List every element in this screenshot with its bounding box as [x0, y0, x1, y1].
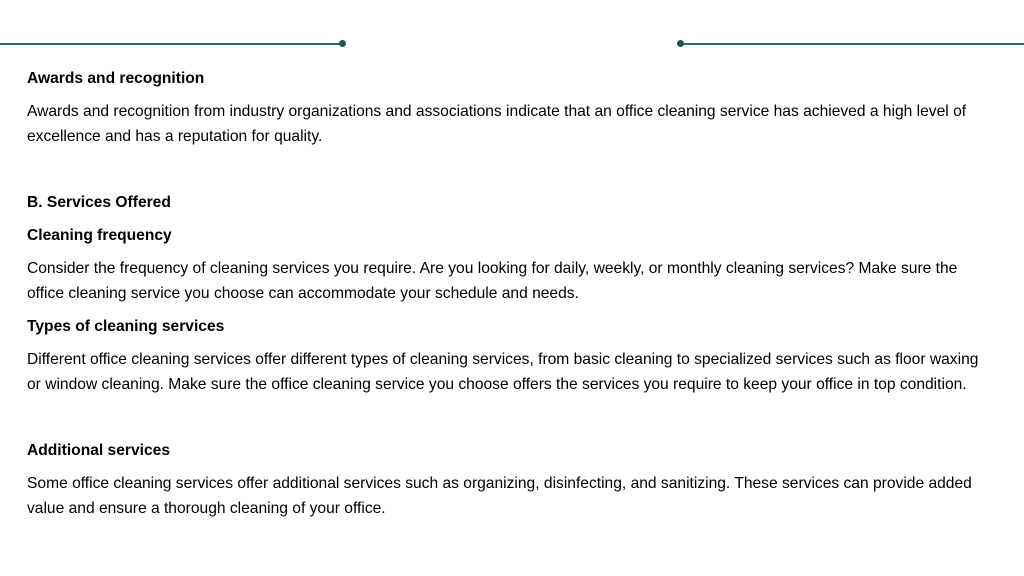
services-offered-heading: B. Services Offered	[27, 194, 171, 211]
spacer	[27, 405, 987, 438]
decorative-rule-right	[680, 43, 1024, 45]
awards-heading: Awards and recognition	[27, 70, 205, 87]
document-body	[27, 66, 987, 529]
decorative-dot-right	[677, 40, 684, 47]
decorative-rule-left	[0, 43, 343, 45]
decorative-dot-left	[339, 40, 346, 47]
cleaning-frequency-paragraph: Consider the frequency of cleaning services you require. Are you looking for daily, weekly, or monthly cleaning services? Make sure the office cleaning service you choose can accommodate your schedule and needs.	[27, 260, 958, 302]
additional-services-heading: Additional services	[27, 442, 170, 459]
types-of-cleaning-paragraph: Different office cleaning services offer different types of cleaning services, from basic cleaning to specialized services such as floor waxing or window cleaning. Make sure the office cleaning service you choose offers the services you require to keep your office in top condition.	[27, 351, 979, 393]
types-of-cleaning-heading: Types of cleaning services	[27, 318, 225, 335]
spacer	[27, 157, 987, 190]
cleaning-frequency-heading: Cleaning frequency	[27, 227, 172, 244]
additional-services-paragraph: Some office cleaning services offer additional services such as organizing, disinfecting, and sanitizing. These services can provide added value and ensure a thorough cleaning of your office.	[27, 475, 972, 517]
awards-paragraph: Awards and recognition from industry organizations and associations indicate that an office cleaning service has achieved a high level of excellence and has a reputation for quality.	[27, 103, 967, 145]
